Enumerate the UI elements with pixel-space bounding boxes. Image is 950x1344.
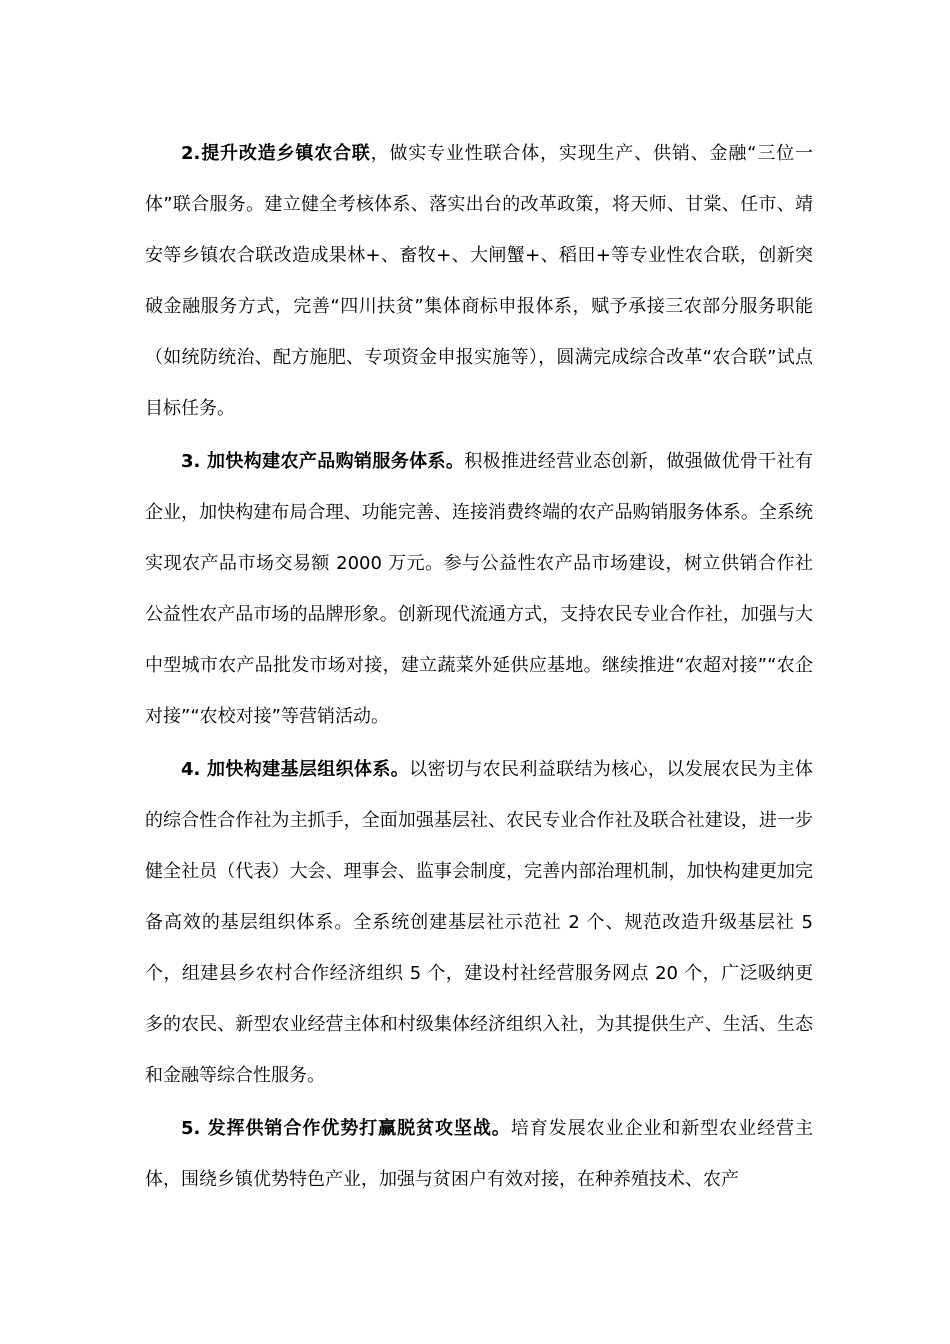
paragraph-5 <box>145 1103 813 1205</box>
paragraph-2-text: ，做实专业性联合体，实现生产、供销、金融“三位一体”联合服务。建立健全考核体系、落实出台的改革政策，将天师、甘棠、任市、靖安等乡镇农合联改造成果林+、畜牧+、大闸蟹+、稻田+等专业性农合联，创新突破金融服务方式，完善“四川扶贫”集体商标申报体系，赋予承接三农部分服务职能（如统防统治、配方施肥、专项资金申报实施等），圆满完成综合改革“农合联”试点目标任务。 <box>145 143 813 419</box>
paragraph-4-text: 以密切与农民利益联结为核心，以发展农民为主体的综合性合作社为主抓手，全面加强基层社、农民专业合作社及联合社建设，进一步健全社员（代表）大会、理事会、监事会制度，完善内部治理机制，加快构建更加完备高效的基层组织体系。全系统创建基层社示范社 2 个、规范改造升级基层社 5 个，组建县乡农村合作经济组织 5 个，建设村社经营服务网点 20 个，广泛吸纳更多的农民、新型农业经营主体和村级集体经济组织入社，为其提供生产、生活、生态和金融等综合性服务。 <box>145 759 813 1086</box>
paragraph-4-heading: 4. 加快构建基层组织体系。 <box>181 759 410 780</box>
paragraph-2 <box>145 128 813 434</box>
paragraph-5-text: 培育发展农业企业和新型农业经营主体，围绕乡镇优势特色产业，加强与贫困户有效对接，在种养殖技术、农产 <box>145 1118 813 1190</box>
paragraph-3-heading: 3. 加快构建农产品购销服务体系。 <box>181 451 465 472</box>
paragraph-3 <box>145 436 813 742</box>
paragraph-3-text: 积极推进经营业态创新，做强做优骨干社有企业，加快构建布局合理、功能完善、连接消费终端的农产品购销服务体系。全系统实现农产品市场交易额 2000 万元。参与公益性农产品市场建设，树立供销合作社公益性农产品市场的品牌形象。创新现代流通方式，支持农民专业合作社，加强与大中型城市农产品批发市场对接，建立蔬菜外延供应基地。继续推进“农超对接”“农企对接”“农校对接”等营销活动。 <box>145 451 813 727</box>
paragraph-5-heading: 5. 发挥供销合作优势打赢脱贫攻坚战。 <box>181 1118 511 1139</box>
paragraph-4 <box>145 744 813 1101</box>
document-body <box>145 128 813 1207</box>
paragraph-2-heading: 2.提升改造乡镇农合联 <box>181 143 371 164</box>
